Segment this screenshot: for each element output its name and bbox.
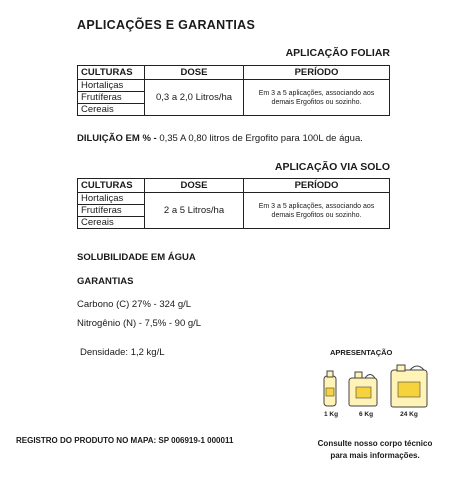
registry-line: REGISTRO DO PRODUTO NO MAPA: SP 006919-1 000011 [16,436,234,445]
dilution-line [77,133,363,144]
soil-crop: Frutíferas [78,205,145,217]
jug-6kg-icon [349,372,377,406]
size-label: 1 Kg [323,411,339,418]
soil-period: Em 3 a 5 aplicações, associando aos demais Ergofitos ou sozinho. [244,193,390,229]
solubility-heading: SOLUBILIDADE EM ÁGUA [77,252,196,263]
guarantees-heading: GARANTIAS [77,276,134,287]
bottle-1kg-icon [324,371,336,406]
soil-header-crops: CULTURAS [78,179,145,193]
carbon-line: Carbono (C) 27% - 324 g/L [77,299,192,310]
size-label: 24 Kg [400,411,418,418]
dilution-label: DILUIÇÃO EM % - [77,133,157,144]
foliar-crop: Hortaliças [78,80,145,92]
soil-header-dose: DOSE [145,179,244,193]
consult-line-1: Consulte nosso corpo técnico [317,439,433,448]
foliar-crop: Frutíferas [78,92,145,104]
presentation-title: APRESENTAÇÃO [330,348,393,357]
foliar-dose: 0,3 a 2,0 Litros/ha [145,80,244,116]
foliar-title: APLICAÇÃO FOLIAR [285,47,390,59]
consult-line-2: para mais informações. [330,451,420,460]
packages-illustration [315,362,435,410]
soil-header-period: PERÍODO [244,179,390,193]
foliar-period: Em 3 a 5 aplicações, associando aos demais Ergofitos ou sozinho. [244,80,390,116]
jug-24kg-icon [391,365,427,407]
soil-crop: Cereais [78,217,145,229]
density-line: Densidade: 1,2 kg/L [80,347,165,358]
soil-dose: 2 a 5 Litros/ha [145,193,244,229]
dilution-text: 0,35 A 0,80 litros de Ergofito para 100L de água. [156,133,363,144]
foliar-table [77,65,390,116]
foliar-header-crops: CULTURAS [78,66,145,80]
soil-title: APLICAÇÃO VIA SOLO [274,161,390,173]
nitrogen-line: Nitrogênio (N) - 7,5% - 90 g/L [77,318,202,329]
soil-crop: Hortaliças [78,193,145,205]
page-title: APLICAÇÕES E GARANTIAS [77,18,256,32]
foliar-header-dose: DOSE [145,66,244,80]
foliar-header-period: PERÍODO [244,66,390,80]
size-label: 6 Kg [358,411,374,418]
consult-note [300,438,450,462]
foliar-crop: Cereais [78,104,145,116]
soil-table [77,178,390,229]
